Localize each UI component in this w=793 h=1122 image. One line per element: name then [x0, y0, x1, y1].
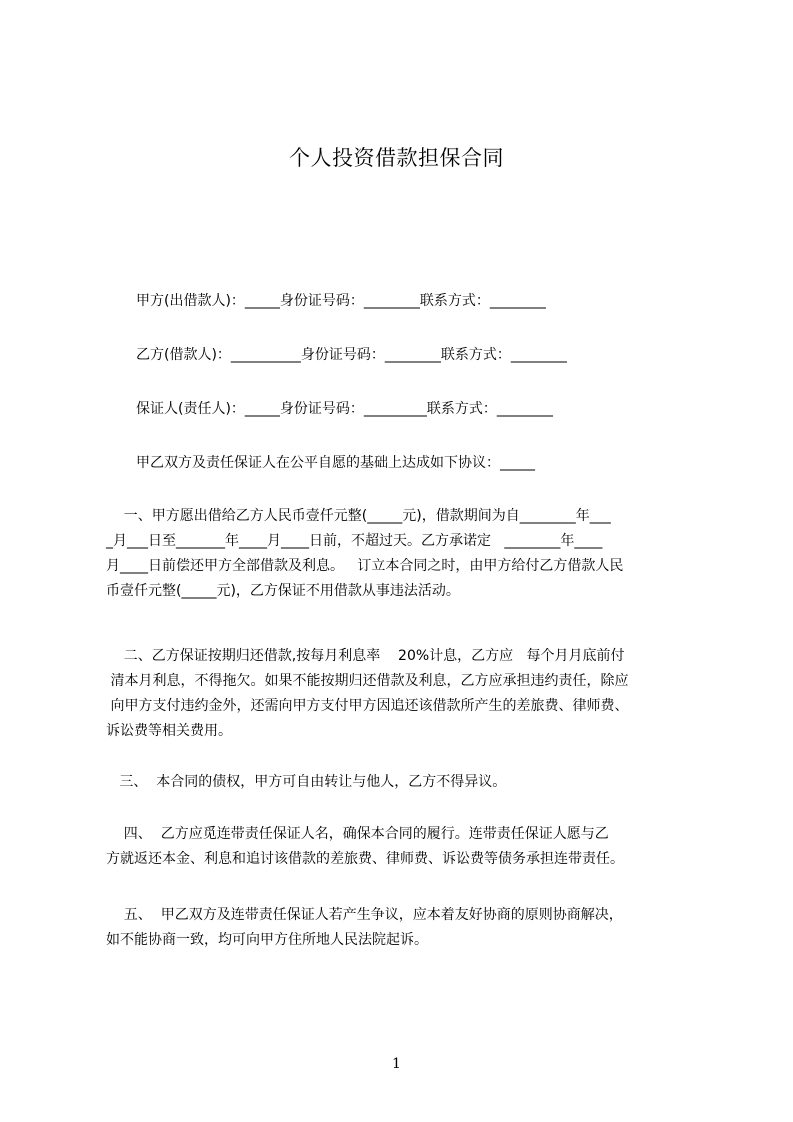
clause-2-line: 诉讼费等相关费用。: [106, 723, 232, 739]
clause-5-line: 五、 甲乙双方及连带责任保证人若产生争议，应本着友好协商的原则协商解决，: [106, 907, 623, 923]
clause-1-line: 币壹仟元整(_____元)，乙方保证不用借款从事违法活动。: [106, 583, 460, 599]
page-number: 1: [392, 1056, 401, 1072]
document-title: 个人投资借款担保合同: [289, 146, 504, 170]
guarantor-line: 保证人(责任人)：_____身份证号码：_________联系方式：________: [136, 401, 553, 417]
clause-1-line: _月___日至_______年____月____日前，不超过天。乙方承诺定 ________年____: [106, 533, 603, 549]
clause-1: [106, 504, 702, 604]
clause-4: [106, 822, 702, 872]
clause-2: [106, 644, 702, 744]
clause-3-line: 三、 本合同的债权，甲方可自由转让与他人，乙方不得异议。: [106, 774, 507, 790]
party-a-line: 甲方(出借款人)：_____身份证号码：________联系方式：________: [136, 293, 546, 309]
clause-2-line: 清本月利息，不得拖欠。如果不能按期归还借款及利息，乙方应承担违约责任，除应: [106, 673, 629, 689]
clause-1-line: 一、甲方愿出借给乙方人民币壹仟元整(_____元)，借款期间为自________年___: [106, 508, 611, 524]
clause-4-line: 方就返还本金、利息和追讨该借款的差旅费、律师费、诉讼费等债务承担连带责任。: [106, 851, 624, 867]
clause-2-line: 二、乙方保证按期归还借款,按每月利息率 20%计息，乙方应 每个月月底前付: [106, 648, 625, 664]
clause-5-line: 如不能协商一致，均可向甲方住所地人民法院起诉。: [106, 932, 428, 948]
clause-4-line: 四、 乙方应觅连带责任保证人名，确保本合同的履行。连带责任保证人愿与乙: [106, 826, 609, 842]
clause-1-line: 月____日前偿还甲方全部借款及利息。 订立本合同之时，由甲方给付乙方借款人民: [106, 558, 624, 574]
party-b-line: 乙方(借款人)：__________身份证号码：________联系方式：________: [136, 347, 567, 363]
clause-3: [106, 770, 702, 795]
agreement-intro: 甲乙双方及责任保证人在公平自愿的基础上达成如下协议：_____: [136, 455, 535, 471]
clause-5: [106, 903, 702, 953]
clause-2-line: 向甲方支付违约金外，还需向甲方支付甲方因追还该借款所产生的差旅费、律师费、: [106, 698, 629, 714]
